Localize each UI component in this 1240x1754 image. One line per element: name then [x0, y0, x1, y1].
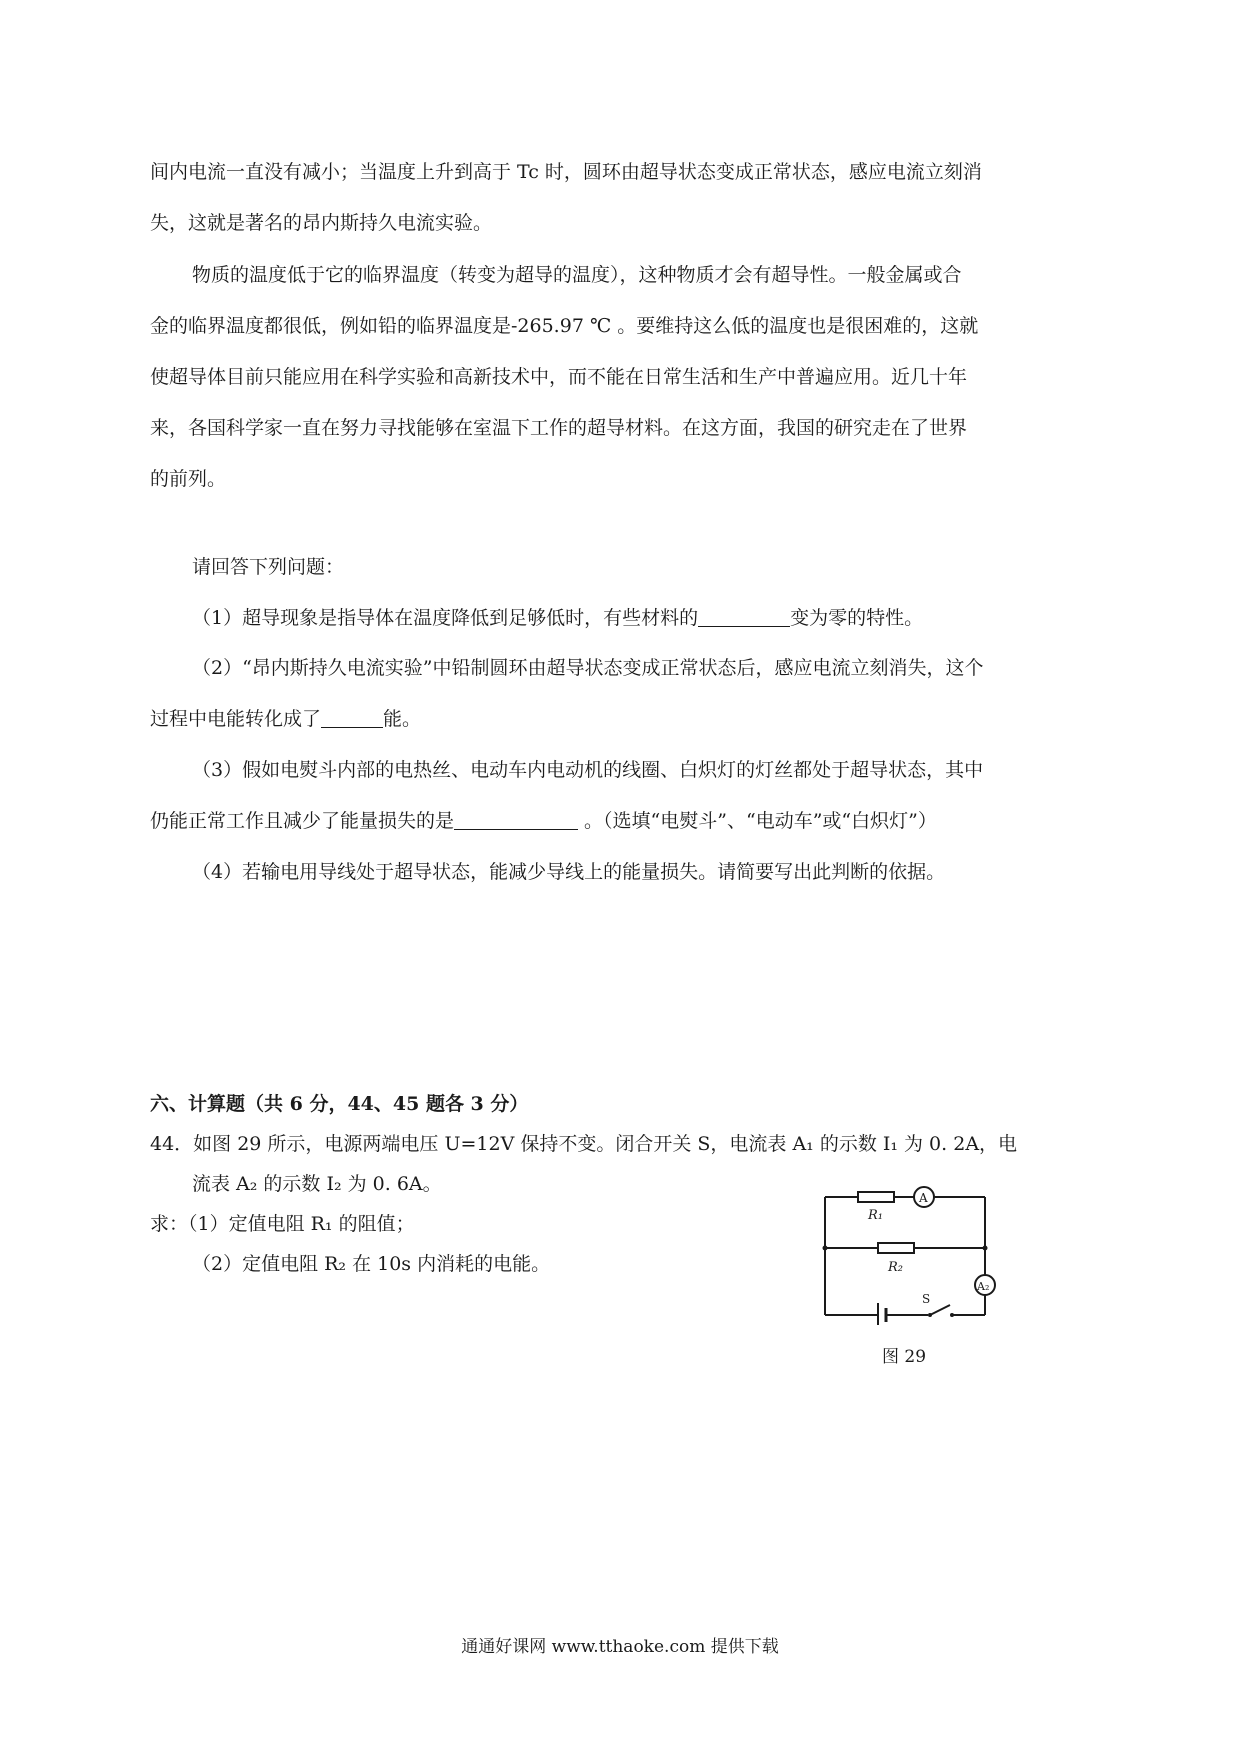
passage-line-6: 来，各国科学家一直在努力寻找能够在室温下工作的超导材料。在这方面，我国的研究走在了世界: [150, 417, 968, 439]
passage-line-2: 失，这就是著名的昂内斯持久电流实验。: [150, 212, 493, 234]
question-3-blank[interactable]: [454, 829, 578, 830]
passage-line-3: 物质的温度低于它的临界温度（转变为超导的温度），这种物质才会有超导性。一般金属或合: [192, 264, 962, 286]
passage-line-1: 间内电流一直没有减小；当温度上升到高于 Tc 时，圆环由超导状态变成正常状态，感应电流立刻消: [150, 161, 982, 183]
label-a2: A₂: [977, 1280, 990, 1293]
question-2-line-2: [150, 710, 421, 729]
question-1: [192, 609, 923, 628]
label-r2: R₂: [888, 1260, 903, 1275]
question-3-text-b: 仍能正常工作且减少了能量损失的是: [150, 810, 455, 832]
question-44-ask-1: 求：（1）定值电阻 R₁ 的阻值；: [150, 1213, 415, 1235]
junction-right: [983, 1246, 988, 1251]
passage-line-4: 金的临界温度都很低，例如铅的临界温度是-265.97 ℃ 。要维持这么低的温度也是很困难的，这就: [150, 315, 979, 337]
switch-contact: [950, 1313, 954, 1317]
questions-intro: 请回答下列问题：: [192, 556, 345, 578]
question-3-line-1: （3）假如电熨斗内部的电热丝、电动车内电动机的线圈、白炽灯的灯丝都处于超导状态，其中: [192, 759, 984, 781]
label-a1: A: [919, 1191, 928, 1205]
label-switch: S: [922, 1292, 931, 1306]
question-2-line-1: （2）“昂内斯持久电流实验”中铅制圆环由超导状态变成正常状态后，感应电流立刻消失，这个: [192, 657, 984, 679]
question-3-text-c: 。（选填“电熨斗”、“电动车”或“白炽灯”）: [578, 810, 937, 832]
question-3-line-2: [150, 812, 937, 831]
question-1-blank[interactable]: [698, 626, 790, 627]
circuit-diagram: [810, 1185, 1010, 1325]
resistor-r2: [878, 1243, 914, 1253]
passage-line-5: 使超导体目前只能应用在科学实验和高新技术中，而不能在日常生活和生产中普遍应用。近几十年: [150, 366, 968, 388]
switch-pivot: [928, 1313, 932, 1317]
question-4: （4）若输电用导线处于超导状态，能减少导线上的能量损失。请简要写出此判断的依据。: [192, 861, 946, 883]
resistor-r1: [858, 1192, 894, 1202]
question-2-text-b: 过程中电能转化成了: [150, 708, 322, 730]
question-2-text-c: 能。: [383, 708, 422, 730]
section-6-heading: 六、计算题（共 6 分，44、45 题各 3 分）: [150, 1093, 529, 1115]
question-44-line-1: 44．如图 29 所示，电源两端电压 U=12V 保持不变。闭合开关 S，电流表 A₁ 的示数 I₁ 为 0. 2A，电: [150, 1133, 1018, 1155]
label-r1: R₁: [868, 1208, 883, 1223]
passage-line-7: 的前列。: [150, 468, 227, 490]
figure-caption: 图 29: [882, 1347, 927, 1367]
switch-lever: [930, 1305, 950, 1315]
question-1-text-a: （1）超导现象是指导体在温度降低到足够低时，有些材料的: [192, 607, 699, 629]
question-44-line-2: 流表 A₂ 的示数 I₂ 为 0. 6A。: [192, 1173, 442, 1195]
junction-left: [823, 1246, 828, 1251]
question-2-blank[interactable]: [321, 727, 383, 728]
page-footer: 通通好课网 www.tthaoke.com 提供下载: [461, 1637, 779, 1657]
question-1-text-b: 变为零的特性。: [790, 607, 924, 629]
question-44-ask-2: （2）定值电阻 R₂ 在 10s 内消耗的电能。: [192, 1253, 551, 1275]
